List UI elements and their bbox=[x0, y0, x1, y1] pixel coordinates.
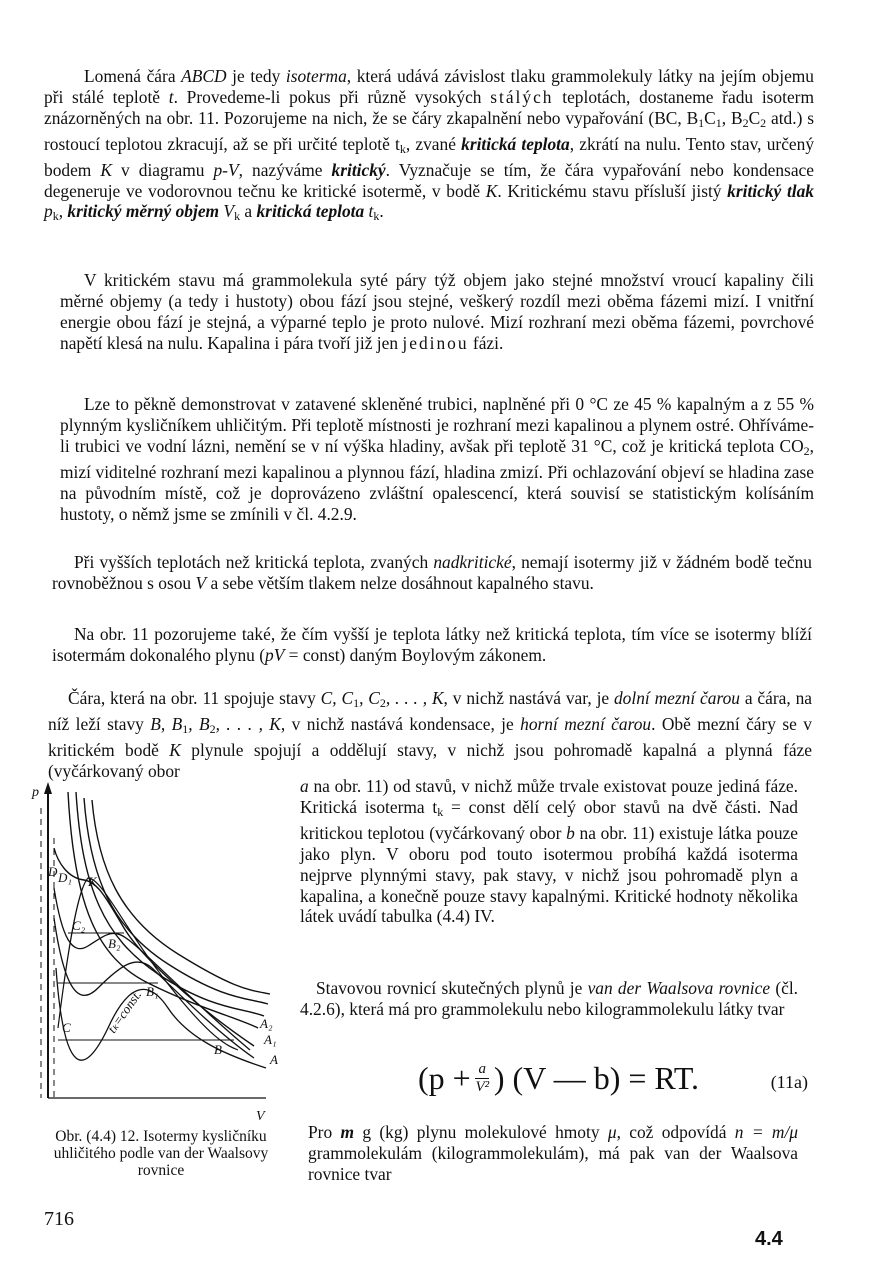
paragraph-3: Lze to pěkně demonstrovat v zatavené skleněné trubici, naplněné při 0 °C ze 45 % kapalným a z 55 % plynným kysličníkem uhličitým. Při teplotě místnosti je rozhraní mezi kapalinou a plynem ostré. Ohříváme-li trubici ve vodní lázni, nemění se v ní výška hladiny, avšak při teplotě 31 °C, což je kritická teplota $CO_2$, mizí viditelné rozhraní mezi kapalinou a plynnou fází, hladina zmizí. Při ochlazování objeví se hladina zase na původním místě, což je doprovázeno zvláštní opalescencí, která souvisí se statistickým kolísáním hustoty, o němž jsme se zmínili v čl. 4.2.9. bbox=[60, 394, 814, 524]
label-K: K bbox=[88, 874, 97, 889]
label-B: B bbox=[214, 1042, 222, 1057]
label-B1: B₁ bbox=[146, 984, 159, 999]
label-tk: tₖ=const. bbox=[104, 987, 145, 1036]
label-C2: C₂ bbox=[72, 918, 86, 933]
page-number: 716 bbox=[44, 1208, 74, 1230]
paragraph-5: Na obr. 11 pozorujeme také, že čím vyšší je teplota látky než kritická teplota, tím více se isotermy blíží isotermám dokonalého plynu (pV = const) daným Boylovým zákonem. bbox=[52, 624, 812, 665]
label-C: C bbox=[62, 1020, 71, 1035]
label-B2: B₂ bbox=[108, 936, 121, 951]
equation-label: (11a) bbox=[770, 1072, 808, 1092]
label-A: A bbox=[270, 1052, 278, 1067]
equation-rhs: ) (V — b) = RT. bbox=[493, 1060, 700, 1096]
van-der-waals-equation bbox=[418, 1060, 808, 1106]
figure-caption: Obr. (4.4) 12. Isotermy kysličníku uhličitého podle van der Waalsovy rovnice bbox=[53, 1128, 269, 1179]
isotherm-1 bbox=[68, 792, 258, 1028]
equation-lhs-open: (p + bbox=[418, 1060, 471, 1096]
label-D: D bbox=[48, 864, 58, 879]
section-number: 4.4 bbox=[755, 1228, 783, 1250]
label-A1: A₁ bbox=[264, 1032, 277, 1047]
paragraph-8: Stavovou rovnicí skutečných plynů je van der Waalsova rovnice (čl. 4.2.6), která má pro grammolekulu nebo kilogrammolekulu látky tvar bbox=[300, 978, 799, 1019]
paragraph-2: V kritickém stavu má grammolekula syté páry týž objem jako stejné množství vroucí kapaliny čili měrné objemy (a tedy i hustoty) obou fází jsou stejné, veškerý rozdíl mezi oběma fázemi mizí. I vnitřní energie obou fází je stejná, a výparné teplo je proto nulové. Mizí rozhraní mezi oběma fázemi, povrchové napětí klesá na nulu. Kapalina i pára tvoří již jen jedinou fázi. bbox=[60, 270, 814, 353]
x-axis-label: V bbox=[256, 1109, 265, 1124]
isotherm-figure bbox=[28, 778, 296, 1128]
paragraph-9: Pro m g (kg) plynu molekulové hmoty μ, což odpovídá n = m/μ grammolekulám (kilogrammolekulám), má pak van der Waalsova rovnice tvar bbox=[308, 1122, 799, 1184]
label-D1: D₁ bbox=[58, 870, 72, 885]
paragraph-1: Lomená čára ABCD je tedy isoterma, která udává závislost tlaku grammolekuly látky na jejím objemu při stálé teplotě t. Provedeme-li pokus při různě vysokých stálých teplotách, dostaneme řadu isoterm znázorněných na obr. 11. Pozorujeme na nich, že se čáry zkapalnění nebo vypařování (BC, $B_1C_1$, $B_2C_2$ atd.) s rostoucí teplotou zkracují, až se při určité teplotě $t_k$, zvané kritická teplota, zkrátí na nulu. Tento stav, určený bodem K v diagramu p-V, nazýváme kritický. Vyznačuje se tím, že čára vypařování nebo kondensace degeneruje ve vodorovnou tečnu ke kritické isotermě, v bodě K. Kritickému stavu přísluší jistý kritický tlak $p_k$, kritický měrný objem $V_k$ a kritická teplota $t_k$. bbox=[44, 66, 815, 224]
label-A2: A₂ bbox=[260, 1016, 273, 1031]
y-axis-label: p bbox=[32, 785, 39, 800]
y-axis-arrow bbox=[44, 782, 52, 794]
equation-fraction: $\frac{a}{\text{V²}}$ bbox=[475, 1061, 490, 1095]
isotherm-upper bbox=[92, 800, 270, 994]
paragraph-4: Při vyšších teplotách než kritická teplota, zvaných nadkritické, nemají isotermy již v žádném bodě tečnu rovnoběžnou s osou V a sebe větším tlakem nelze dosáhnout kapalného stavu. bbox=[52, 552, 812, 593]
paragraph-7: a na obr. 11) od stavů, v nichž může trvale existovat pouze jediná fáze. Kritická isoterma $t_k$ = const dělí celý obor stavů na dvě části. Nad kritickou teplotou (vyčárkovaný obor b na obr. 11) existuje látka pouze jako plyn. V oboru pod touto isotermou probíhá každá isoterma nejprve plynnými stavy, pak stavy, v nichž jsou pohromadě plyn a kapalina, a konečně pouze stavy kapalnými. Kritické hodnoty několika látek uvádí tabulka (4.4) IV. bbox=[300, 776, 798, 927]
isotherm-3 bbox=[84, 798, 268, 1004]
paragraph-6: Čára, která na obr. 11 spojuje stavy C, $C_1$, $C_2$, . . . , K, v nichž nastává var, je dolní mezní čarou a čára, na níž leží stavy B, $B_1$, $B_2$, . . . , K, v nichž nastává kondensace, je horní mezní čarou. Obě mezní čáry se v kritickém bodě K plynule spojují a oddělují stavy, v nichž jsou pohromadě kapalná a plynná fáze (vyčárkovaný obor bbox=[48, 688, 812, 781]
critical-isotherm bbox=[54, 848, 254, 1046]
